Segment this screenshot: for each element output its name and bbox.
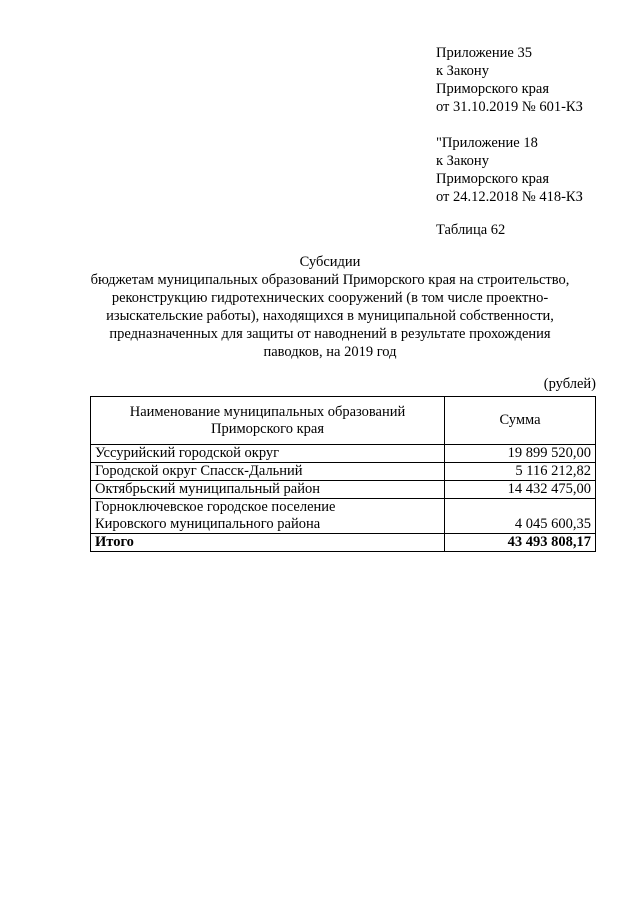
row-sum: 4 045 600,35 (445, 499, 596, 534)
appendix-reference-current (436, 44, 583, 116)
header-name (91, 397, 445, 445)
header-name-line: Наименование муниципальных образований (129, 403, 406, 420)
row-name: Городской округ Спасск-Дальний (91, 463, 445, 481)
unit-label: (рублей) (543, 376, 596, 392)
title-line: изыскательские работы), находящихся в муниципальной собственности, (106, 308, 554, 324)
appendix-line: от 24.12.2018 № 418-КЗ (436, 189, 583, 205)
title-line: реконструкцию гидротехнических сооружений (в том числе проектно- (111, 290, 549, 306)
table-header-row (91, 397, 596, 445)
appendix-line: к Закону (436, 153, 489, 169)
table-number: Таблица 62 (436, 222, 506, 238)
row-name: Октябрьский муниципальный район (91, 481, 445, 499)
appendix-line: от 31.10.2019 № 601-КЗ (436, 99, 583, 115)
title-line: бюджетам муниципальных образований Приморского края на строительство, (90, 272, 570, 288)
row-sum: 5 116 212,82 (445, 463, 596, 481)
appendix-line: Приложение 35 (436, 45, 532, 61)
appendix-line: к Закону (436, 63, 489, 79)
row-sum: 14 432 475,00 (445, 481, 596, 499)
header-name-line: Приморского края (210, 420, 324, 437)
total-row (91, 534, 596, 552)
appendix-line: Приморского края (436, 171, 550, 187)
appendix-reference-amended (436, 134, 583, 206)
total-label: Итого (91, 534, 445, 552)
title-line: паводков, на 2019 год (263, 344, 397, 360)
row-sum: 19 899 520,00 (445, 445, 596, 463)
table-row (91, 481, 596, 499)
title-line: Субсидии (299, 254, 361, 270)
table-row (91, 445, 596, 463)
document-title (60, 253, 600, 361)
table-row (91, 463, 596, 481)
row-name-line: Горноключевское городское поселение (95, 499, 336, 515)
total-sum: 43 493 808,17 (445, 534, 596, 552)
title-line: предназначенных для защиты от наводнений в результате прохождения (109, 326, 551, 342)
subsidy-table (90, 396, 596, 552)
appendix-line: "Приложение 18 (436, 135, 538, 151)
row-name-line: Кировского муниципального района (95, 516, 321, 532)
appendix-line: Приморского края (436, 81, 550, 97)
table-row (91, 499, 596, 534)
row-name: Уссурийский городской округ (91, 445, 445, 463)
header-sum: Сумма (445, 397, 596, 445)
row-name (91, 499, 445, 534)
